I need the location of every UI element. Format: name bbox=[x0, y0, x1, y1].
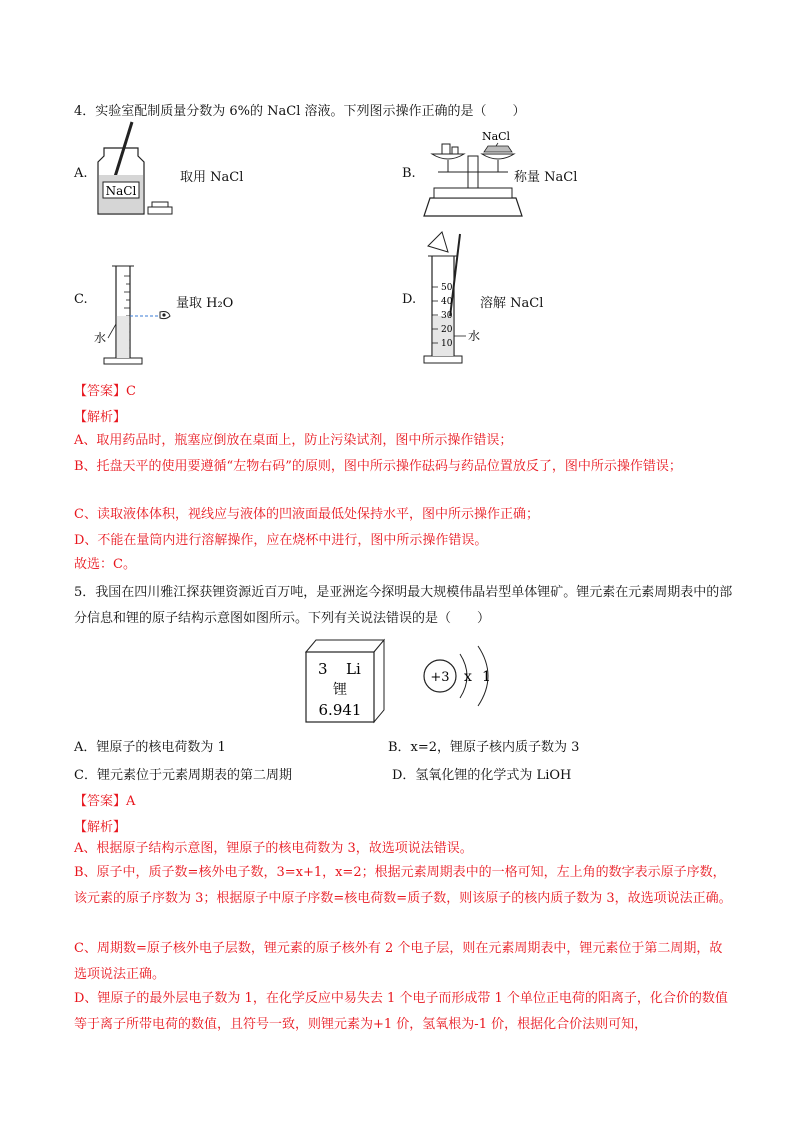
q5-atomic-mass: 6.941 bbox=[318, 701, 362, 719]
q5-atom-diagram bbox=[420, 640, 510, 720]
q5-analysis-c: C、周期数=原子核外电子层数，锂元素的原子核外有 2 个电子层，则在元素周期表中，锂元素位于第二周期，故选项说法正确。 bbox=[74, 941, 723, 982]
q4-option-b-text: 称量 NaCl bbox=[514, 170, 578, 185]
q4-d-water: 水 bbox=[468, 329, 481, 343]
q5-element-symbol: Li bbox=[346, 660, 361, 678]
q4-d-scale-20: 20 bbox=[441, 325, 453, 335]
q5-option-b: B．x=2，锂原子核内质子数为 3 bbox=[388, 740, 580, 755]
q4-option-d-letter: D. bbox=[402, 292, 417, 307]
q4-option-a-letter: A. bbox=[74, 166, 88, 181]
q4-analysis-c: C、读取液体体积，视线应与液体的凹液面最低处保持水平，图中所示操作正确； bbox=[74, 507, 539, 522]
q4-answer: 【答案】C bbox=[74, 384, 136, 399]
q4-analysis-choice: 故选：C。 bbox=[74, 557, 136, 572]
q4-d-scale-30: 30 bbox=[441, 311, 453, 321]
q5-shell2: 1 bbox=[482, 669, 491, 685]
q5-element-name: 锂 bbox=[333, 682, 347, 698]
q4-b-top-label: NaCl bbox=[481, 130, 511, 143]
q4-option-a-text: 取用 NaCl bbox=[180, 170, 244, 185]
q4-option-b-letter: B. bbox=[402, 166, 416, 181]
q4-a-jar-label: NaCl bbox=[105, 184, 137, 198]
q5-analysis-d: D、锂原子的最外层电子数为 1，在化学反应中易失去 1 个电子而形成带 1 个单位正电荷的阳离子，化合价的数值等于离子所带电荷的数值，且符号一致，则锂元素为+1 价，氢氧根为-1 价，根据化合价法则可知， bbox=[74, 991, 728, 1032]
q5-answer: 【答案】A bbox=[74, 794, 136, 809]
q4-option-c-text: 量取 H₂O bbox=[176, 296, 234, 311]
q5-option-c: C．锂元素位于元素周期表的第二周期 bbox=[74, 768, 292, 783]
q5-stem: 5．我国在四川雅江探获锂资源近百万吨，是亚洲迄今探明最大规模伟晶岩型单体锂矿。锂元素在元素周期表中的部分信息和锂的原子结构示意图如图所示。下列有关说法错误的是（ ） bbox=[74, 585, 733, 626]
q5-element-cell bbox=[300, 636, 400, 726]
q4-analysis-title: 【解析】 bbox=[74, 410, 127, 425]
q4-d-scale-40: 40 bbox=[441, 297, 453, 307]
q4-option-d-text: 溶解 NaCl bbox=[480, 296, 544, 311]
q5-analysis-title: 【解析】 bbox=[74, 820, 127, 835]
q5-option-a: A．锂原子的核电荷数为 1 bbox=[74, 740, 226, 755]
q4-option-c-figure bbox=[88, 262, 178, 372]
q4-analysis-a: A、取用药品时，瓶塞应倒放在桌面上，防止污染试剂，图中所示操作错误； bbox=[74, 433, 513, 448]
q5-analysis-a: A、根据原子结构示意图，锂原子的核电荷数为 3，故选项说法错误。 bbox=[74, 841, 473, 856]
q4-stem: 4．实验室配制质量分数为 6%的 NaCl 溶液。下列图示操作正确的是（ ） bbox=[74, 104, 526, 119]
q5-option-d: D．氢氧化锂的化学式为 LiOH bbox=[392, 768, 572, 783]
q4-d-scale-10: 10 bbox=[441, 339, 453, 349]
q4-c-water: 水 bbox=[94, 331, 107, 345]
q4-option-a-figure bbox=[92, 120, 182, 220]
q4-d-scale-50: 50 bbox=[441, 283, 453, 293]
q4-option-b-figure bbox=[418, 128, 528, 220]
q5-analysis-b: B、原子中，质子数=核外电子数，3=x+1，x=2；根据元素周期表中的一格可知，左上角的数字表示原子序数，该元素的原子序数为 3；根据原子中原子序数=核电荷数=质子数，则该原子的核内质子数为 3，故选项说法正确。 bbox=[74, 865, 732, 906]
q5-atomic-number: 3 bbox=[318, 660, 328, 678]
q4-analysis-b: B、托盘天平的使用要遵循“左物右码”的原则，图中所示操作砝码与药品位置放反了，图中所示操作错误； bbox=[74, 459, 682, 474]
q4-analysis-d: D、不能在量筒内进行溶解操作，应在烧杯中进行，图中所示操作错误。 bbox=[74, 533, 488, 548]
q5-nucleus: +3 bbox=[430, 670, 450, 685]
q4-option-c-letter: C. bbox=[74, 292, 88, 307]
q5-shell1: x bbox=[464, 669, 472, 685]
